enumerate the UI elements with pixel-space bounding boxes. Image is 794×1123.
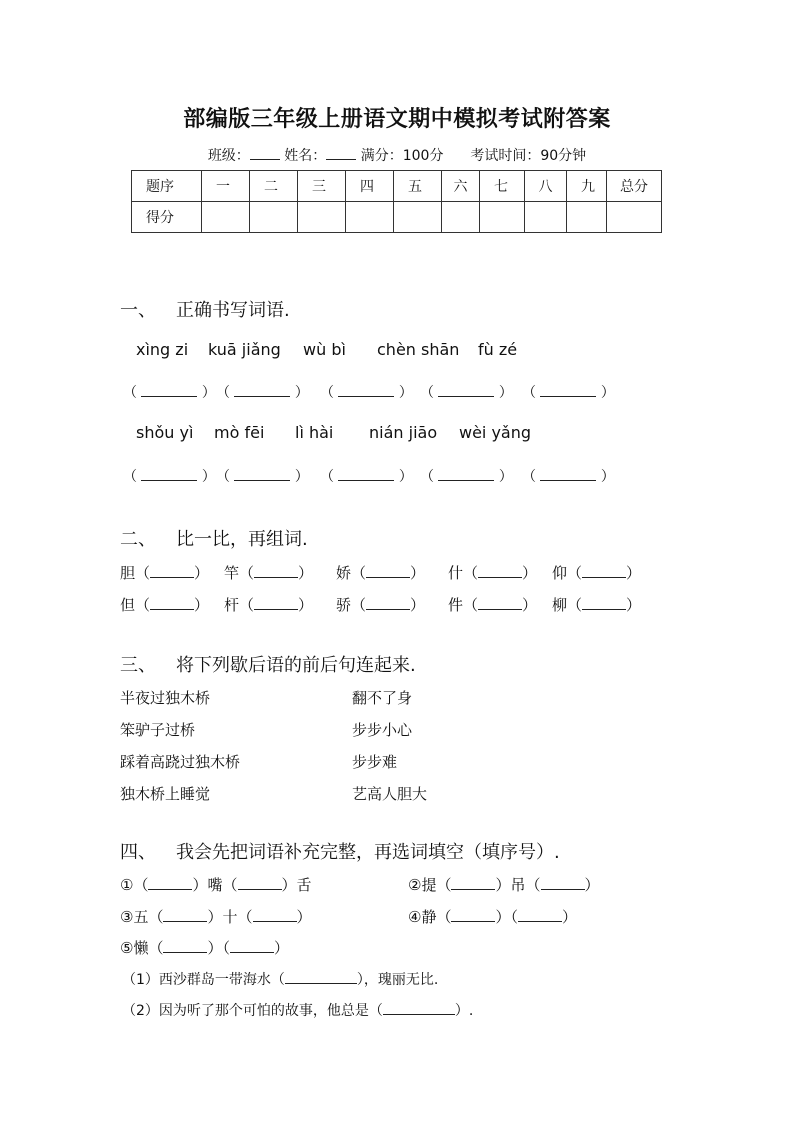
pinyin-item: lì hài <box>295 423 334 442</box>
pinyin-item: xìng zi <box>136 340 189 359</box>
exam-info <box>0 145 794 165</box>
section-3-heading <box>120 651 416 677</box>
score-header-cell: 九 <box>567 171 607 202</box>
compare-item[interactable]: 骄（ ） <box>336 596 426 614</box>
name-field[interactable] <box>326 147 356 160</box>
section-2-heading <box>120 525 308 551</box>
answer-blank[interactable]: （ ） <box>216 385 309 401</box>
answer-blank[interactable]: （ ） <box>522 469 615 485</box>
section-number: 二、 <box>120 529 156 550</box>
idiom-right[interactable]: 艺高人胆大 <box>352 785 428 803</box>
idiom-left[interactable]: 笨驴子过桥 <box>120 721 196 739</box>
word-fill-1[interactable]: ①（ ）嘴（ ）舌 <box>120 876 312 894</box>
compare-item[interactable]: 但（ ） <box>120 596 210 614</box>
section-title: 正确书写词语. <box>176 300 290 321</box>
answer-blank[interactable]: （ ） <box>420 469 513 485</box>
section-title: 将下列歇后语的前后句连起来. <box>176 655 416 676</box>
answer-blank[interactable]: （ ） <box>420 385 513 401</box>
answer-blank[interactable]: （ ） <box>123 469 216 485</box>
word-fill-4[interactable]: ④静（ ）（ ） <box>408 908 577 926</box>
pinyin-item: nián jiāo <box>369 423 438 442</box>
compare-item[interactable]: 件（ ） <box>448 596 538 614</box>
score-header-cell: 二 <box>250 171 298 202</box>
score-cell[interactable] <box>442 202 480 233</box>
exam-time: 考试时间：90分钟 <box>470 148 587 164</box>
score-header-cell: 六 <box>442 171 480 202</box>
score-header-cell: 七 <box>480 171 525 202</box>
idiom-right[interactable]: 步步小心 <box>352 721 413 739</box>
compare-item[interactable]: 杆（ ） <box>224 596 314 614</box>
pinyin-item: kuā jiǎng <box>208 340 281 359</box>
score-cell[interactable] <box>202 202 250 233</box>
score-header-cell: 题序 <box>132 171 202 202</box>
pinyin-item: mò fēi <box>214 423 265 442</box>
compare-item[interactable]: 什（ ） <box>448 564 538 582</box>
compare-item[interactable]: 竿（ ） <box>224 564 314 582</box>
section-number: 三、 <box>120 655 156 676</box>
answer-blank[interactable]: （ ） <box>522 385 615 401</box>
idiom-left[interactable]: 独木桥上睡觉 <box>120 785 211 803</box>
word-fill-3[interactable]: ③五（ ）十（ ） <box>120 908 312 926</box>
score-header-cell: 一 <box>202 171 250 202</box>
compare-item[interactable]: 娇（ ） <box>336 564 426 582</box>
page-title: 部编版三年级上册语文期中模拟考试附答案 <box>183 106 611 132</box>
full-score: 满分：100分 <box>360 148 444 164</box>
idiom-right[interactable]: 步步难 <box>352 753 398 771</box>
score-table-row <box>132 202 662 233</box>
score-header-cell: 三 <box>298 171 346 202</box>
section-4-heading <box>120 838 560 864</box>
sentence-1[interactable]: （1）西沙群岛一带海水（ ），瑰丽无比. <box>122 972 439 988</box>
score-cell[interactable] <box>567 202 607 233</box>
section-number: 四、 <box>120 842 156 863</box>
score-cell[interactable] <box>250 202 298 233</box>
score-cell[interactable] <box>346 202 394 233</box>
score-header-cell: 四 <box>346 171 394 202</box>
pinyin-item: wù bì <box>303 340 346 359</box>
score-header-cell: 五 <box>394 171 442 202</box>
word-fill-2[interactable]: ②提（ ）吊（ ） <box>408 876 600 894</box>
answer-blank[interactable]: （ ） <box>123 385 216 401</box>
compare-item[interactable]: 柳（ ） <box>552 596 642 614</box>
class-field[interactable] <box>250 147 280 160</box>
score-table-header <box>132 171 662 202</box>
compare-item[interactable]: 仰（ ） <box>552 564 642 582</box>
pinyin-item: shǒu yì <box>136 423 194 442</box>
score-cell[interactable] <box>394 202 442 233</box>
class-label: 班级： <box>207 148 250 164</box>
score-table <box>131 170 662 233</box>
section-title: 我会先把词语补充完整，再选词填空（填序号）. <box>176 842 560 863</box>
score-header-cell: 总分 <box>607 171 662 202</box>
score-header-cell: 八 <box>525 171 567 202</box>
compare-item[interactable]: 胆（ ） <box>120 564 210 582</box>
idiom-left[interactable]: 踩着高跷过独木桥 <box>120 753 241 771</box>
score-cell[interactable] <box>480 202 525 233</box>
name-label: 姓名： <box>284 148 327 164</box>
score-cell[interactable] <box>607 202 662 233</box>
pinyin-item: wèi yǎng <box>459 423 532 442</box>
section-number: 一、 <box>120 300 156 321</box>
section-title: 比一比，再组词. <box>176 529 308 550</box>
idiom-left[interactable]: 半夜过独木桥 <box>120 689 211 707</box>
answer-blank[interactable]: （ ） <box>216 469 309 485</box>
pinyin-item: chèn shān <box>377 340 460 359</box>
answer-blank[interactable]: （ ） <box>320 469 413 485</box>
word-fill-5[interactable]: ⑤懒（ ）（ ） <box>120 939 289 957</box>
pinyin-item: fù zé <box>478 340 518 359</box>
sentence-2[interactable]: （2）因为听了那个可怕的故事，他总是（ ）. <box>122 1003 474 1019</box>
score-row-label: 得分 <box>132 202 202 233</box>
answer-blank[interactable]: （ ） <box>320 385 413 401</box>
idiom-right[interactable]: 翻不了身 <box>352 689 413 707</box>
score-cell[interactable] <box>525 202 567 233</box>
section-1-heading <box>120 296 290 322</box>
score-cell[interactable] <box>298 202 346 233</box>
